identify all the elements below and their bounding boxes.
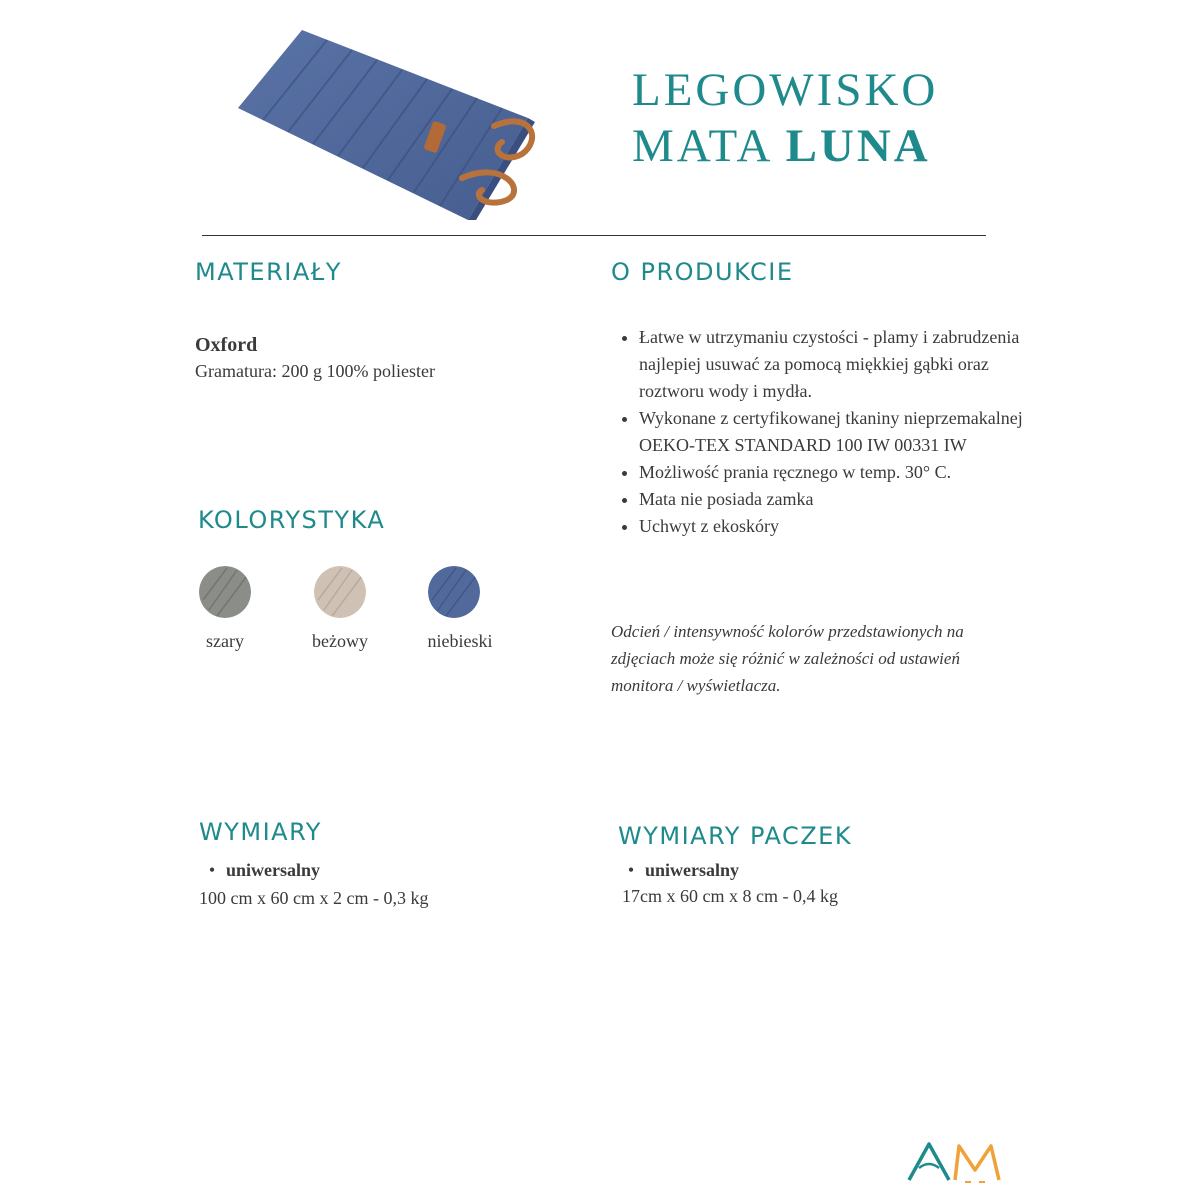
dimensions-variant: • uniwersalny: [202, 860, 320, 881]
title-line-1: LEGOWISKO: [632, 64, 939, 116]
package-dimensions-value: 17cm x 60 cm x 8 cm - 0,4 kg: [622, 886, 838, 906]
title-line-2-bold: LUNA: [785, 120, 931, 172]
title-line-2: [632, 118, 938, 174]
swatch-label-blue: niebieski: [427, 631, 493, 651]
title-line-2-prefix: MATA: [632, 120, 771, 172]
divider: [202, 235, 986, 236]
production-heading: O PRODUKCIE: [611, 258, 794, 286]
colors-heading: KOLORYSTYKA: [198, 506, 386, 534]
material-name: Oxford: [195, 334, 258, 356]
package-dimensions-variant: • uniwersalny: [621, 860, 739, 881]
dimensions-heading: WYMIARY: [199, 818, 322, 846]
list-item: • Możliwość prania ręcznego w temp. 30° C.: [639, 459, 1039, 486]
list-item: • Łatwe w utrzymaniu czystości - plamy i zabrudzenia najlepiej usuwać za pomocą miękkiej gąbki oraz roztworu wody i mydła.: [639, 324, 1039, 405]
list-item: • Mata nie posiada zamka: [639, 486, 1039, 513]
swatch-blue: [428, 566, 480, 618]
features-list: [611, 324, 1039, 540]
color-disclaimer: Odcień / intensywność kolorów przedstawionych na zdjęciach może się różnić w zależności od ustawień monitora / wyświetlacza.: [611, 622, 964, 695]
package-dimensions-heading: WYMIARY PACZEK: [618, 822, 853, 850]
brand-logo: [905, 1138, 1005, 1184]
dimensions-value: 100 cm x 60 cm x 2 cm - 0,3 kg: [199, 888, 429, 908]
swatch-beige: [314, 566, 366, 618]
product-image: [232, 30, 544, 220]
materials-heading: MATERIAŁY: [195, 258, 342, 286]
material-description: Gramatura: 200 g 100% poliester: [195, 361, 435, 381]
list-item: • Uchwyt z ekoskóry: [639, 513, 1039, 540]
swatch-label-grey: szary: [206, 631, 244, 651]
swatch-grey: [199, 566, 251, 618]
swatch-label-beige: beżowy: [312, 631, 368, 651]
list-item: • Wykonane z certyfikowanej tkaniny nieprzemakalnej OEKO-TEX STANDARD 100 IW 00331 IW: [639, 405, 1039, 459]
page-title: [632, 62, 938, 174]
